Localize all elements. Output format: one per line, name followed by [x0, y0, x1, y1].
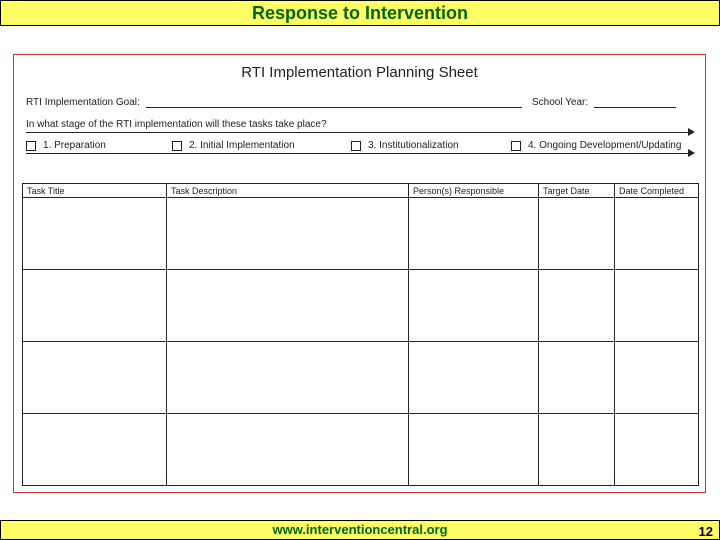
- goal-label: RTI Implementation Goal:: [26, 97, 140, 108]
- top-banner: [0, 0, 720, 26]
- checkbox-icon[interactable]: [26, 141, 36, 151]
- goal-field[interactable]: [146, 107, 522, 108]
- table-cell[interactable]: [615, 270, 699, 342]
- table-cell[interactable]: [539, 342, 615, 414]
- school-year-label: School Year:: [532, 97, 589, 108]
- table-cell[interactable]: [539, 198, 615, 270]
- table-cell[interactable]: [167, 270, 409, 342]
- header-persons-responsible: Person(s) Responsible: [409, 184, 539, 198]
- table-header-row: [23, 184, 699, 198]
- stage-arrow-line-lower: [26, 153, 690, 154]
- stage-label: 2. Initial Implementation: [189, 140, 295, 151]
- table-cell[interactable]: [23, 270, 167, 342]
- header-date-completed: Date Completed: [615, 184, 699, 198]
- table-cell[interactable]: [539, 270, 615, 342]
- stage-label: 1. Preparation: [43, 140, 106, 151]
- table-cell[interactable]: [615, 414, 699, 486]
- school-year-field[interactable]: [594, 107, 676, 108]
- stage-question: In what stage of the RTI implementation will these tasks take place?: [26, 119, 327, 130]
- arrow-right-icon: [688, 149, 695, 157]
- stage-option-initial[interactable]: [172, 140, 295, 151]
- checkbox-icon[interactable]: [511, 141, 521, 151]
- stage-option-institutionalization[interactable]: [351, 140, 459, 151]
- arrow-right-icon: [688, 128, 695, 136]
- table-cell[interactable]: [23, 342, 167, 414]
- stage-option-preparation[interactable]: [26, 140, 106, 151]
- table-row: [23, 414, 699, 486]
- stage-option-ongoing[interactable]: [511, 140, 681, 151]
- stage-label: 3. Institutionalization: [368, 140, 459, 151]
- checkbox-icon[interactable]: [351, 141, 361, 151]
- footer-url[interactable]: www.interventioncentral.org: [272, 522, 448, 537]
- table-cell[interactable]: [615, 342, 699, 414]
- stage-label: 4. Ongoing Development/Updating: [528, 140, 682, 151]
- header-task-title: Task Title: [23, 184, 167, 198]
- table-cell[interactable]: [167, 342, 409, 414]
- table-cell[interactable]: [409, 342, 539, 414]
- table-row: [23, 342, 699, 414]
- table-row: [23, 270, 699, 342]
- table-row: [23, 198, 699, 270]
- bottom-banner: [0, 520, 720, 540]
- sheet-title: RTI Implementation Planning Sheet: [241, 64, 478, 81]
- planning-sheet: [13, 54, 706, 493]
- table-cell[interactable]: [615, 198, 699, 270]
- page-number: 12: [698, 524, 713, 539]
- stage-arrow-line: [26, 132, 690, 133]
- table-cell[interactable]: [23, 414, 167, 486]
- task-table: [22, 183, 699, 486]
- table-cell[interactable]: [23, 198, 167, 270]
- header-target-date: Target Date: [539, 184, 615, 198]
- table-cell[interactable]: [167, 414, 409, 486]
- table-cell[interactable]: [409, 270, 539, 342]
- table-cell[interactable]: [539, 414, 615, 486]
- table-cell[interactable]: [409, 414, 539, 486]
- table-cell[interactable]: [167, 198, 409, 270]
- header-task-description: Task Description: [167, 184, 409, 198]
- checkbox-icon[interactable]: [172, 141, 182, 151]
- banner-title: Response to Intervention: [251, 2, 469, 23]
- table-cell[interactable]: [409, 198, 539, 270]
